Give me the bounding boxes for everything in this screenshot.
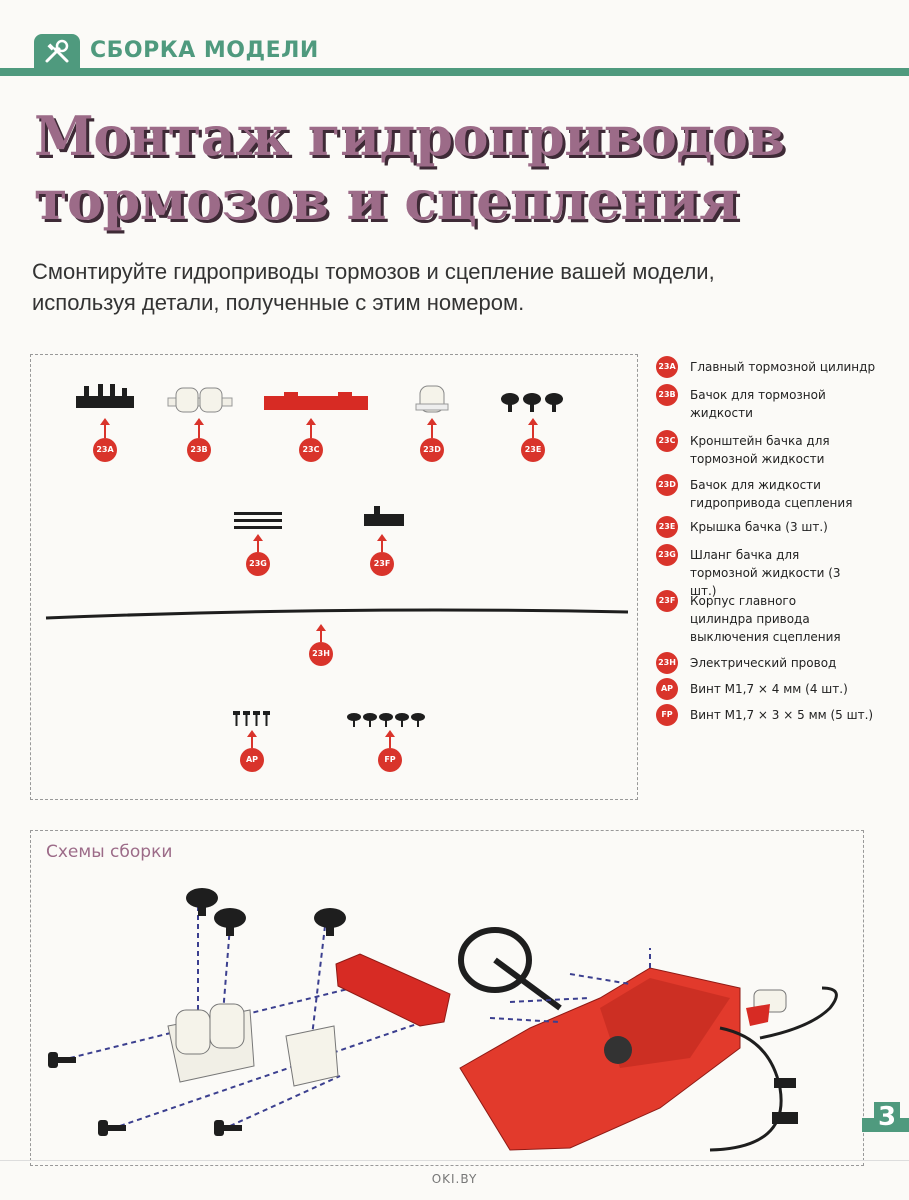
badge-fp: FP <box>378 748 402 772</box>
watermark: OKI.BY <box>431 1172 478 1186</box>
badge-23b: 23B <box>187 438 211 462</box>
arrow-fp <box>389 736 391 748</box>
page-number: 3 <box>874 1102 900 1132</box>
badge-23d: 23D <box>420 438 444 462</box>
arrow-23h <box>320 630 322 642</box>
legend-text: Шланг бачка для тормозной жидкости (3 шт.) <box>690 548 841 598</box>
wrench-screwdriver-icon <box>43 39 71 67</box>
section-label: СБОРКА МОДЕЛИ <box>90 38 319 63</box>
part-ap-image <box>232 710 272 728</box>
arrow-23g <box>257 540 259 552</box>
legend-badge: 23E <box>656 516 678 538</box>
arrow-23e <box>532 424 534 438</box>
legend-badge: 23B <box>656 384 678 406</box>
page-subtitle <box>32 256 832 318</box>
footer-divider <box>0 1160 909 1161</box>
part-23a-image <box>74 382 138 412</box>
legend-text: Бачок для тормозной жидкости <box>690 388 826 420</box>
legend-badge: 23D <box>656 474 678 496</box>
legend-badge: AP <box>656 678 678 700</box>
legend-text: Винт М1,7 × 3 × 5 мм (5 шт.) <box>690 708 874 722</box>
legend-badge: 23A <box>656 356 678 378</box>
page-title-line-1: Монтаж гидроприводов <box>34 104 785 168</box>
legend-text: Электрический провод <box>690 656 837 670</box>
legend-text: Корпус главного цилиндра привода выключения сцепления <box>690 594 841 644</box>
badge-ap: AP <box>240 748 264 772</box>
badge-23e: 23E <box>521 438 545 462</box>
header-divider <box>0 68 909 76</box>
part-23d-image <box>414 384 450 416</box>
legend-badge: 23F <box>656 590 678 612</box>
section-logo-icon <box>34 34 80 72</box>
badge-23c: 23C <box>299 438 323 462</box>
part-23c-image <box>262 390 370 412</box>
arrow-23b <box>198 424 200 438</box>
arrow-23d <box>431 424 433 438</box>
badge-23g: 23G <box>246 552 270 576</box>
arrow-23f <box>381 540 383 552</box>
legend-badge: 23C <box>656 430 678 452</box>
part-23g-image <box>232 510 284 530</box>
arrow-23c <box>310 424 312 438</box>
assembly-schemes-title: Схемы сборки <box>46 842 173 862</box>
arrow-ap <box>251 736 253 748</box>
part-23b-image <box>164 384 236 416</box>
legend-text: Главный тормозной цилиндр <box>690 360 876 374</box>
page-title <box>34 104 784 232</box>
page-subtitle-line-2: используя детали, полученные с этим номером. <box>32 290 525 315</box>
part-fp-image <box>346 712 428 730</box>
assembly-diagram-reservoirs <box>40 876 460 1156</box>
badge-23h: 23H <box>309 642 333 666</box>
parts-panel <box>30 354 638 800</box>
legend-text: Крышка бачка (3 шт.) <box>690 520 828 534</box>
part-23e-image <box>498 392 568 414</box>
legend-text: Винт М1,7 × 4 мм (4 шт.) <box>690 682 848 696</box>
badge-23f: 23F <box>370 552 394 576</box>
page-subtitle-line-1: Смонтируйте гидроприводы тормозов и сцепление вашей модели, <box>32 259 715 284</box>
legend-badge: FP <box>656 704 678 726</box>
legend-badge: 23G <box>656 544 678 566</box>
part-23h-image <box>44 606 630 624</box>
legend-text: Бачок для жидкости гидропривода сцепления <box>690 478 853 510</box>
legend-badge: 23H <box>656 652 678 674</box>
arrow-23a <box>104 424 106 438</box>
page-title-line-2: тормозов и сцепления <box>34 168 739 232</box>
assembly-diagram-car-body <box>450 918 850 1160</box>
badge-23a: 23A <box>93 438 117 462</box>
part-23f-image <box>362 504 406 530</box>
legend-text: Кронштейн бачка для тормозной жидкости <box>690 434 830 466</box>
